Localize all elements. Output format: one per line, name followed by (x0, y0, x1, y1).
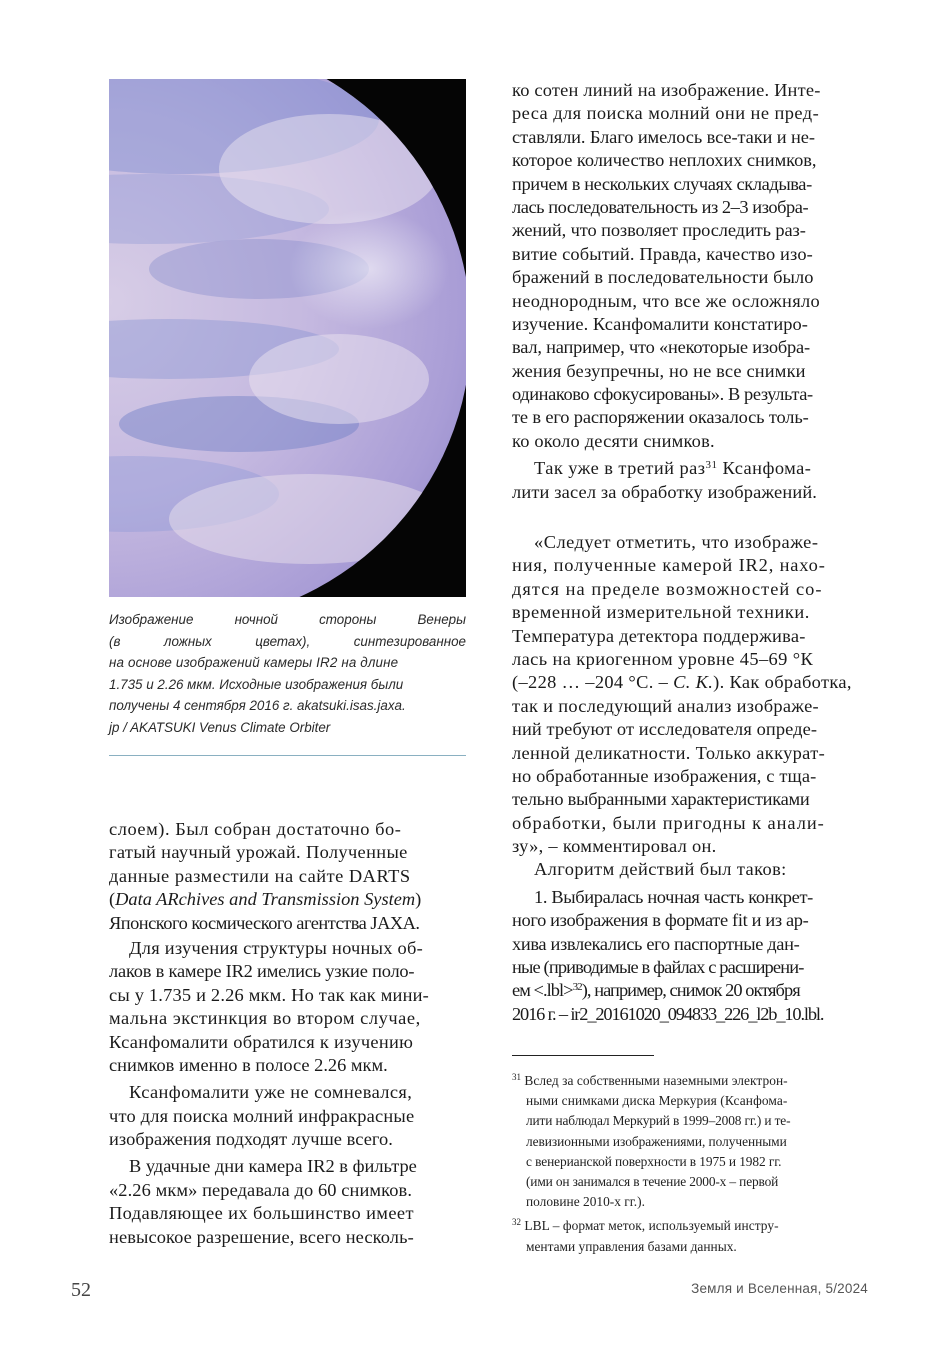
footnote-text: LBL – формат меток, используемый инстру- (524, 1218, 779, 1234)
text-line (512, 671, 869, 694)
figure-caption (109, 609, 466, 738)
footnote-line: с венерианской поверхности в 1975 и 1982 гг. (526, 1153, 782, 1169)
caption-word: ночной (234, 612, 278, 627)
footnote-line: ментами управления базами данных. (526, 1238, 737, 1254)
text-line: реса для поиска молний они не пред- (512, 103, 820, 124)
footnote-number: 32 (512, 1217, 521, 1228)
darts-fullname: Data ARchives and Transmission System (115, 889, 416, 910)
text-line: Ксанфомалити обратился к изучению (109, 1031, 414, 1052)
text-line: витие событий. Правда, качество изо- (512, 243, 813, 264)
footnote-32 (512, 1216, 869, 1236)
author-initials: С. К. (673, 672, 714, 693)
text-line: хива извлекались его паспортные дан- (512, 933, 800, 954)
footnote-line: половине 2010-х гг.). (526, 1194, 645, 1210)
text-line: Алгоритм действий был таков: (534, 859, 787, 880)
text-line: сы у 1.735 и 2.26 мкм. Но так как мини- (109, 984, 429, 1005)
text-line: В удачные дни камера IR2 в фильтре (129, 1156, 417, 1177)
text-line: снимков именно в полосе 2.26 мкм. (109, 1054, 388, 1075)
caption-line: jp / AKATSUKI Venus Climate Orbiter (109, 719, 331, 735)
footnote-text: Вслед за собственными наземными электрон- (524, 1073, 788, 1088)
page-number: 52 (71, 1279, 91, 1301)
text-line: данные разместили на сайте DARTS (109, 865, 411, 886)
text-line: тельно выбранными характеристиками (512, 789, 810, 810)
text-line: так и последующий анализ изображе- (512, 695, 819, 716)
text-line: вал, например, что «некоторые изобра- (512, 337, 810, 358)
text-line: 1. Выбиралась ночная часть конкрет- (534, 886, 813, 907)
text-line: неоднородным, что все же осложняло (512, 290, 821, 311)
footnote-line: левизионными изображениями, полученными (526, 1133, 787, 1149)
caption-line (109, 631, 466, 653)
text-span: (–228 … –204 °С. – (512, 672, 674, 693)
text-line: лаков в камере IR2 имелись узкие поло- (109, 961, 415, 982)
footnote-line: (ими он занимался в течение 2000-х – первой (526, 1173, 779, 1189)
text-line (512, 457, 869, 480)
left-column-text (109, 818, 466, 1249)
text-line: зу», – комментировал он. (512, 836, 717, 857)
text-line: жения безупречны, но не все снимки (512, 360, 806, 381)
text-line: ного изображения в формате fit и из ар- (512, 910, 809, 931)
text-line: ко около десяти снимков. (512, 430, 715, 451)
text-line: лити засел за обработку изображений. (512, 481, 818, 502)
text-span: Ксанфома- (717, 458, 812, 479)
text-line: ко сотен линий на изображение. Инте- (512, 80, 821, 100)
text-line: слоем). Был собран достаточно бо- (109, 819, 402, 839)
footnote-31 (512, 1071, 869, 1091)
text-line: те в его распоряжении оказалось толь- (512, 407, 809, 428)
text-line: «2.26 мкм» передавала до 60 снимков. (109, 1179, 413, 1200)
text-line: ний требуют от исследователя опреде- (512, 719, 818, 740)
text-line: причем в нескольких случаях складыва- (512, 173, 812, 194)
caption-word: ложных (163, 633, 212, 649)
right-column-text (512, 79, 869, 504)
text-line: временной измерительной техники. (512, 602, 810, 623)
caption-word: стороны (319, 612, 377, 627)
text-line: ленной деликатности. Только аккурат- (512, 742, 826, 763)
caption-word: синтезированное (353, 633, 466, 649)
text-line: ставляли. Благо имелось все-таки и не- (512, 126, 815, 147)
text-span: ), например, снимок 20 октября (581, 980, 800, 1001)
text-span: Так уже в третий раз (534, 458, 706, 479)
text-line (512, 979, 869, 1002)
footnote-ref-31[interactable]: 31 (705, 459, 718, 472)
caption-word: (в (109, 633, 121, 649)
text-line: изучение. Ксанфомалити констатиро- (512, 313, 808, 334)
text-span: ем <.lbl> (512, 980, 573, 1001)
text-line: что для поиска молний инфракрасные (109, 1105, 415, 1126)
footnote-number: 31 (512, 1072, 521, 1082)
text-line: гатый научный урожай. Полученные (109, 842, 408, 863)
footnotes (512, 1071, 869, 1257)
right-column-text-2 (512, 531, 869, 1026)
caption-line: на основе изображений камеры IR2 на длине (109, 655, 399, 670)
text-line: Подавляющее их большинство имеет (109, 1203, 414, 1224)
venus-photo (109, 79, 466, 597)
text-line: Ксанфомалити уже не сомневался, (129, 1082, 413, 1103)
text-span: ). Как обработка, (713, 672, 852, 693)
text-line: невысокое разрешение, всего несколь- (109, 1226, 414, 1247)
text-line: лась последовательность из 2–3 изобра- (512, 196, 809, 217)
text-line: Для изучения структуры ночных об- (129, 937, 423, 958)
text-line: ния, полученные камерой IR2, нахо- (512, 555, 826, 576)
text-line: Японского космического агентства JAXA. (109, 912, 420, 933)
text-line: ные (приводимые в файлах с расширени- (512, 957, 804, 978)
text-line: мальна экстинкция во втором случае, (109, 1008, 421, 1029)
journal-footer: Земля и Вселенная, 5/2024 (691, 1281, 868, 1296)
caption-line (109, 609, 466, 631)
text-line: которое количество неплохих снимков, (512, 150, 817, 171)
text-line: Температура детектора поддержива- (512, 625, 806, 646)
footnote-ref-32[interactable]: 32 (572, 981, 582, 994)
caption-line: 1.735 и 2.26 мкм. Исходные изображения были (109, 676, 404, 692)
text-line: одинаково сфокусированы». В результа- (512, 384, 813, 405)
caption-word: Венеры (417, 612, 466, 627)
caption-word: цветах), (255, 633, 311, 649)
caption-divider (109, 755, 466, 756)
footnote-divider (512, 1055, 654, 1056)
text-line: лась на криогенном уровне 45–69 °К (512, 648, 814, 669)
footnote-line: ными снимками диска Меркурия (Ксанфома- (526, 1093, 788, 1109)
caption-word: Изображение (109, 612, 194, 627)
footnote-line: лити наблюдал Меркурий в 1999–2008 гг.) и те- (526, 1113, 791, 1129)
text-line: «Следует отметить, что изображе- (534, 532, 819, 552)
text-line: обработки, были пригодны к анали- (512, 812, 825, 833)
text-line: (Data ARchives and Transmission System) (109, 889, 422, 910)
text-line: дятся на пределе возможностей со- (512, 578, 823, 599)
text-line: но обработанные изображения, с тща- (512, 765, 817, 786)
caption-line: получены 4 сентября 2016 г. akatsuki.isas.jaxa. (109, 698, 406, 713)
text-line: бражений в последовательности было (512, 267, 814, 288)
text-line: изображения подходят лучше всего. (109, 1129, 393, 1150)
text-line: 2016 г. – ir2_20161020_094833_226_l2b_10.lbl. (512, 1003, 824, 1024)
text-line: жений, что позволяет проследить раз- (512, 220, 806, 241)
